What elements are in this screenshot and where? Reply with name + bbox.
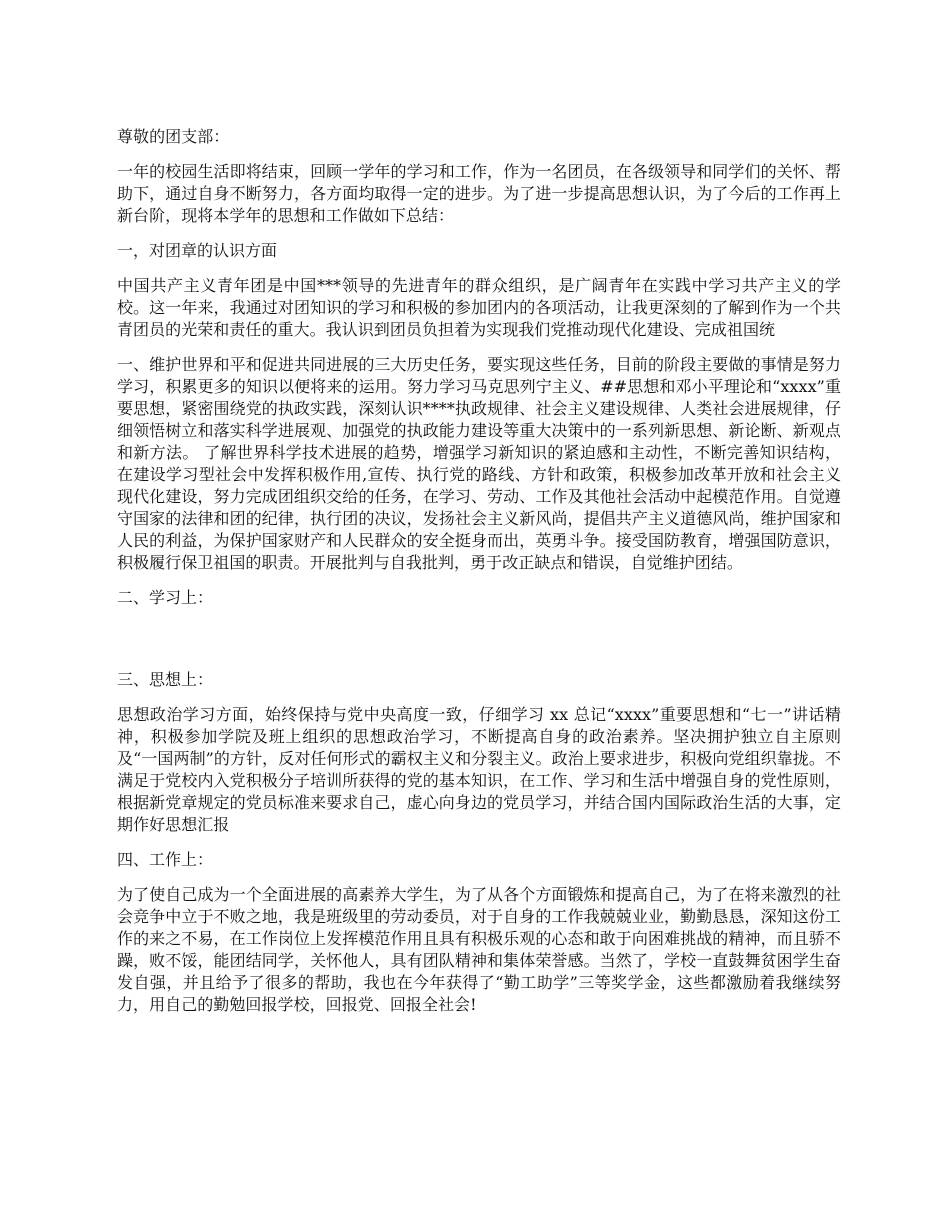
section1-heading: 一，对团章的认识方面 xyxy=(117,241,278,260)
section3-heading: 三、思想上： xyxy=(117,670,214,689)
section2-heading: 二、学习上： xyxy=(117,588,214,607)
section1-paragraph-1: 中国共产主义青年团是中国***领导的先进青年的群众组织，是广阔青年在实践中学习共产主义的学校。这一年来，我通过对团知识的学习和积极的参加团内的各项活动，让我更深刻的了解到作为一个共青团员的光荣和责任的重大。我认识到团员负担着为实现我们党推动现代化建设、完成祖国统 xyxy=(117,276,841,339)
blank-space xyxy=(117,622,841,669)
section3-paragraph: 思想政治学习方面，始终保持与党中央高度一致，仔细学习 xx 总记“xxxx”重要思想和“七一”讲话精神，积极参加学院及班上组织的思想政治学习，不断提高自身的政治素养。坚决拥护独立自主原则及“一国两制”的方针，反对任何形式的霸权主义和分裂主义。政治上要求进步，积极向党组织靠拢。不满足于党校内入党积极分子培训所获得的党的基本知识，在工作、学习和生活中增强自身的党性原则，根据新党章规定的党员标准来要求自己，虚心向身边的党员学习，并结合国内国际政治生活的大事，定期作好思想汇报 xyxy=(117,705,841,834)
section1-paragraph-2: 一、维护世界和平和促进共同进展的三大历史任务，要实现这些任务，目前的阶段主要做的事情是努力学习，积累更多的知识以便将来的运用。努力学习马克思列宁主义、##思想和邓小平理论和“xxxx”重要思想，紧密围绕党的执政实践，深刻认识****执政规律、社会主义建设规律、人类社会进展规律，仔细领悟树立和落实科学进展观、加强党的执政能力建设等重大决策中的一系列新思想、新论断、新观点和新方法。 了解世界科学技术进展的趋势，增强学习新知识的紧迫感和主动性，不断完善知识结构，在建设学习型社会中发挥积极作用,宣传、执行党的路线、方针和政策，积极参加改革开放和社会主义现代化建设，努力完成团组织交给的任务，在学习、劳动、工作及其他社会活动中起模范作用。自觉遵守国家的法律和团的纪律，执行团的决议，发扬社会主义新风尚，提倡共产主义道德风尚，维护国家和人民的利益，为保护国家财产和人民群众的安全挺身而出，英勇斗争。接受国防教育，增强国防意识，积极履行保卫祖国的职责。开展批判与自我批判，勇于改正缺点和错误，自觉维护团结。 xyxy=(117,355,841,572)
intro-paragraph: 一年的校园生活即将结束，回顾一学年的学习和工作，作为一名团员，在各级领导和同学们的关怀、帮助下，通过自身不断努力，各方面均取得一定的进步。为了进一步提高思想认识，为了今后的工作再上新台阶，现将本学年的思想和工作做如下总结： xyxy=(117,162,841,225)
salutation: 尊敬的团支部： xyxy=(117,127,230,146)
section4-paragraph: 为了使自己成为一个全面进展的高素养大学生，为了从各个方面锻炼和提高自己，为了在将来激烈的社会竞争中立于不败之地，我是班级里的劳动委员，对于自身的工作我兢兢业业，勤勤恳恳，深知这份工作的来之不易，在工作岗位上发挥模范作用且具有积极乐观的心态和敢于向困难挑战的精神，而且骄不躁，败不馁，能团结同学，关怀他人，具有团队精神和集体荣誉感。当然了，学校一直鼓舞贫困学生奋发自强，并且给予了很多的帮助，我也在今年获得了“勤工助学”三等奖学金，这些都激励着我继续努力，用自己的勤勉回报学校，回报党、回报全社会! xyxy=(117,885,841,1014)
document-body xyxy=(117,126,841,1029)
section4-heading: 四、工作上： xyxy=(117,850,214,869)
